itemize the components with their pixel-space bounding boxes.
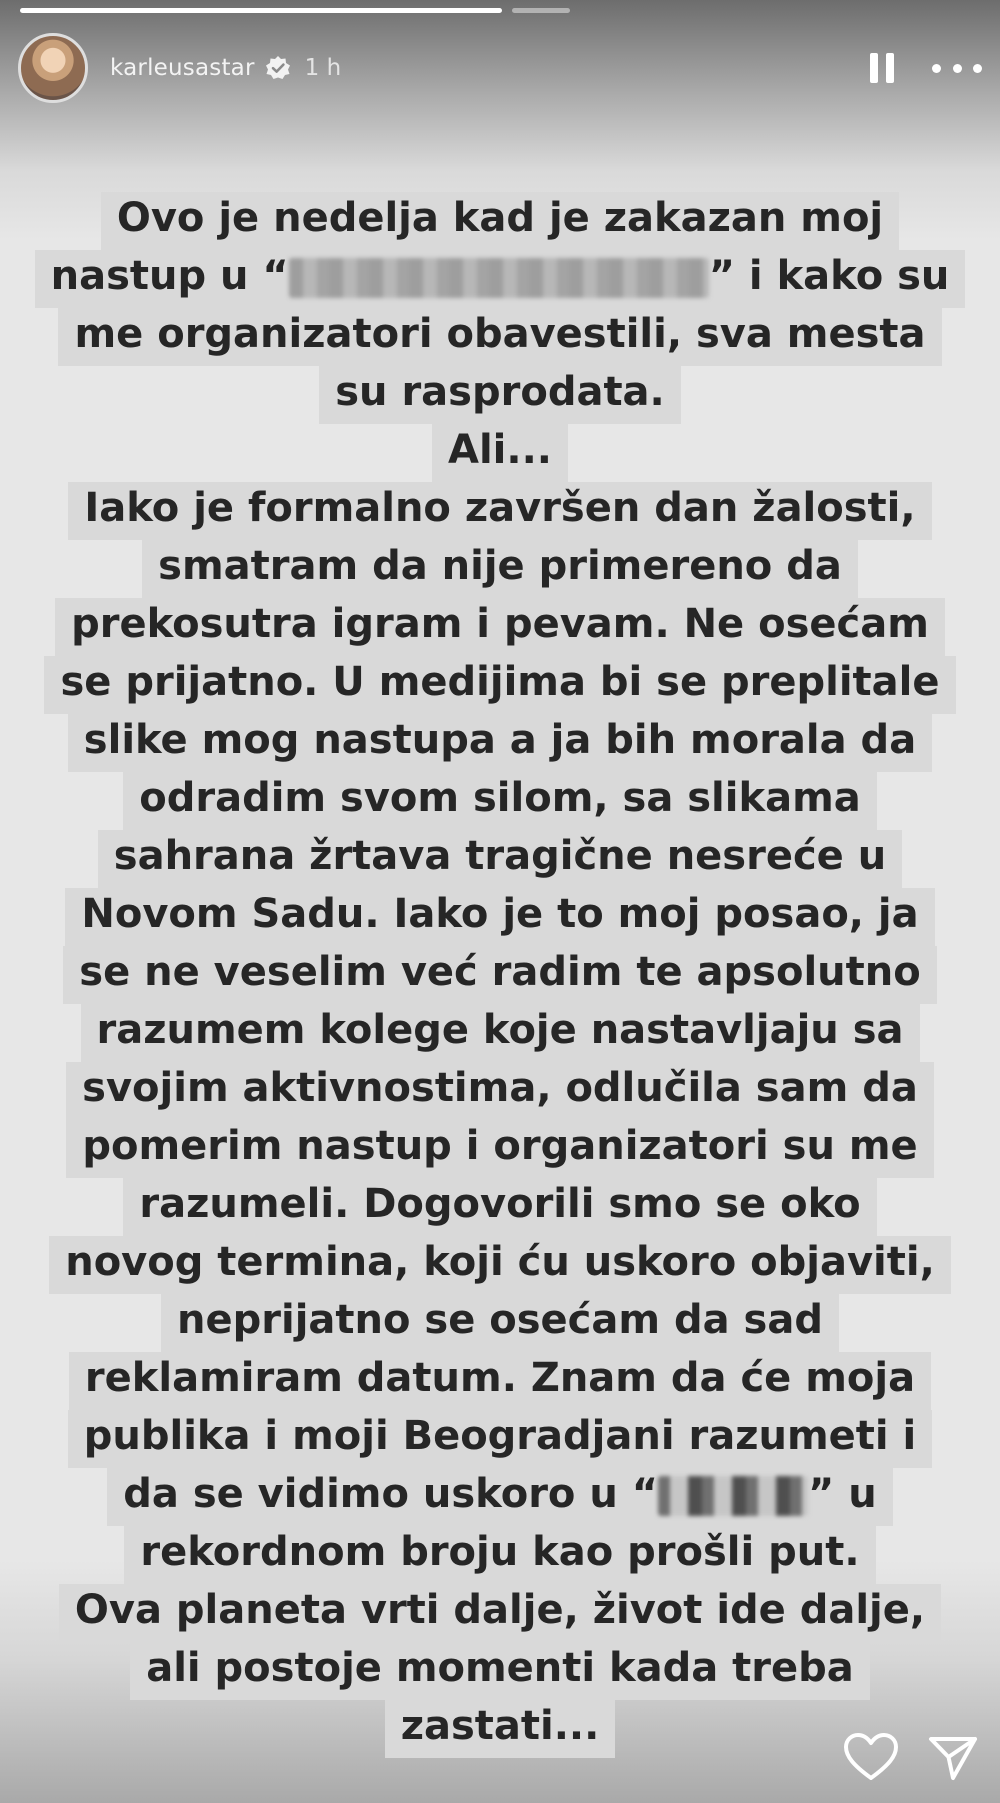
profile-avatar[interactable] (18, 33, 88, 103)
text-line-2a: nastup u “ (50, 253, 289, 299)
text-line-3: me organizatori obavestili, sva mesta (58, 308, 941, 366)
text-line-12: sahrana žrtava tragične nesreće u (98, 830, 902, 888)
text-line-16: svojim aktivnostima, odlučila sam da (66, 1062, 934, 1120)
text-line-27: zastati... (385, 1700, 616, 1758)
text-line-4: su rasprodata. (319, 366, 681, 424)
text-line-6: Iako je formalno završen dan žalosti, (68, 482, 931, 540)
text-line-22: publika i moji Beogradjani razumeti i (68, 1410, 932, 1468)
text-line-17: pomerim nastup i organizatori su me (66, 1120, 933, 1178)
text-line-25: Ova planeta vrti dalje, život ide dalje, (59, 1584, 941, 1642)
text-line-23b: ” u (808, 1471, 877, 1517)
text-line-9: se prijatno. U medijima bi se preplitale (44, 656, 955, 714)
redacted-venue (289, 258, 709, 298)
text-line-7: smatram da nije primereno da (142, 540, 858, 598)
heart-icon[interactable] (843, 1732, 899, 1782)
progress-segment-1 (20, 8, 502, 13)
text-line-14: se ne veselim već radim te apsolutno (63, 946, 936, 1004)
text-line-26: ali postoje momenti kada treba (130, 1642, 870, 1700)
text-line-23a: da se vidimo uskoro u “ (123, 1471, 659, 1517)
text-line-2 (35, 250, 966, 308)
send-icon[interactable] (928, 1734, 978, 1782)
pause-icon[interactable] (862, 48, 902, 88)
text-line-19: novog termina, koji ću uskoro objaviti, (49, 1236, 951, 1294)
verified-badge-icon (265, 55, 291, 81)
text-line-23 (107, 1468, 892, 1526)
more-options-icon[interactable] (932, 48, 982, 88)
text-line-18: razumeli. Dogovorili smo se oko (123, 1178, 876, 1236)
text-line-1: Ovo je nedelja kad je zakazan moj (101, 192, 899, 250)
text-line-21: reklamiram datum. Znam da će moja (69, 1352, 931, 1410)
text-line-5: Ali... (432, 424, 568, 482)
text-line-10: slike mog nastupa a ja bih morala da (68, 714, 932, 772)
text-line-15: razumem kolege koje nastavljaju sa (81, 1004, 920, 1062)
text-line-20: neprijatno se osećam da sad (161, 1294, 839, 1352)
redacted-venue-2 (658, 1476, 808, 1516)
username[interactable]: karleusastar (110, 55, 255, 81)
post-time: 1 h (304, 55, 342, 81)
text-line-8: prekosutra igram i pevam. Ne osećam (55, 598, 945, 656)
progress-segment-2 (512, 8, 570, 13)
text-line-24: rekordnom broju kao prošli put. (124, 1526, 875, 1584)
story-text (30, 192, 970, 1758)
story-header (18, 28, 982, 108)
text-line-2b: ” i kako su (708, 253, 950, 299)
story-progress (20, 8, 980, 14)
text-line-13: Novom Sadu. Iako je to moj posao, ja (65, 888, 934, 946)
text-line-11: odradim svom silom, sa slikama (123, 772, 876, 830)
